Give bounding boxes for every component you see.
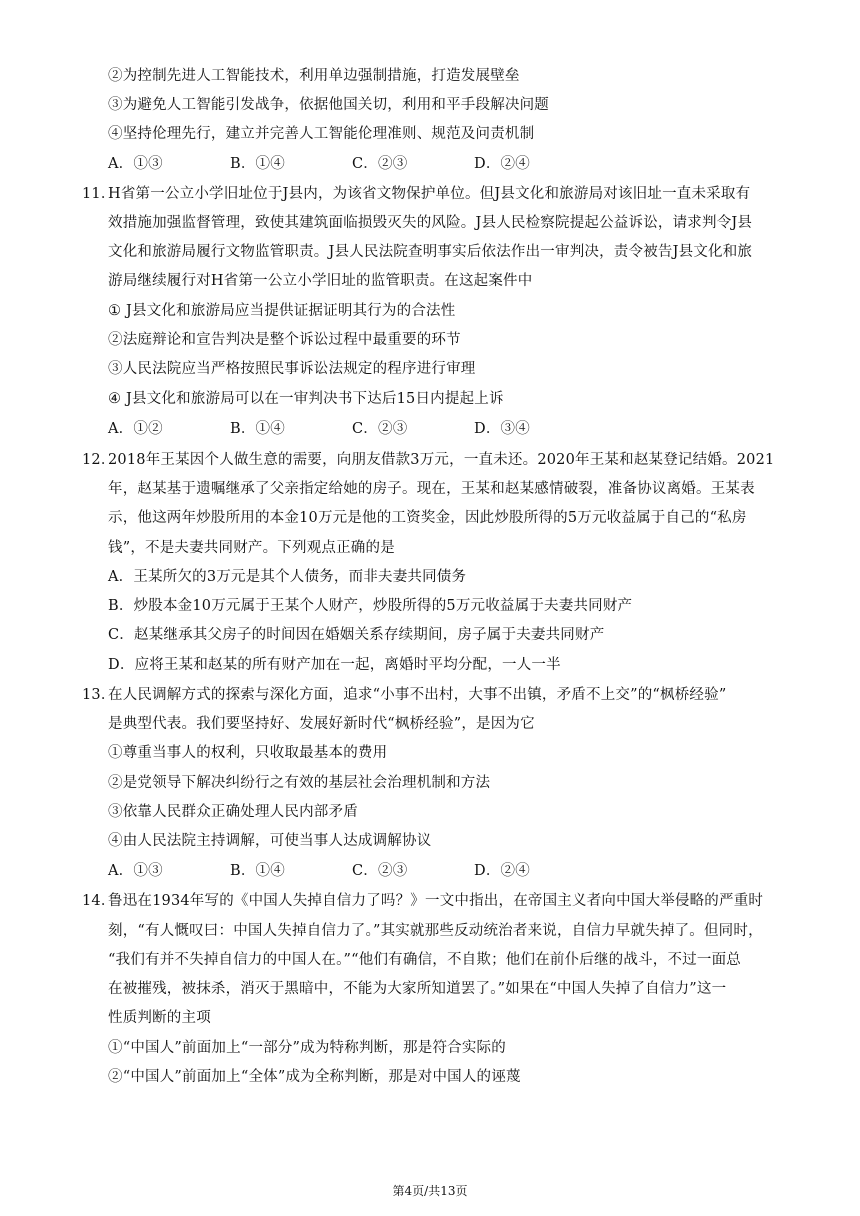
- q11-options: [0, 415, 860, 444]
- q11-stem-line-2: [0, 209, 860, 238]
- q11-option-a: A．①②: [108, 421, 163, 437]
- q11-stem-line-3: [0, 238, 860, 267]
- q11-stem-text-1: H省第一公立小学旧址位于J县内，为该省文物保护单位。但J县文化和旅游局对该旧址一直未采取有: [108, 186, 751, 202]
- q11-item-4-text: ④ J县文化和旅游局可以在一审判决书下达后15日内提起上诉: [108, 391, 504, 407]
- q14-stem-line-3: [0, 946, 860, 975]
- q12-option-d: [0, 651, 860, 680]
- q12-option-c: [0, 621, 860, 650]
- q14-stem-line-4: [0, 975, 860, 1004]
- q14-item-2: [0, 1063, 860, 1092]
- q13-item-3: [0, 798, 860, 827]
- q10-item-2-text: ②为控制先进人工智能技术，利用单边强制措施，打造发展壁垒: [108, 68, 520, 84]
- q12-option-c-text: C．赵某继承其父房子的时间因在婚姻关系存续期间，房子属于夫妻共同财产: [108, 627, 605, 643]
- q12-option-d-text: D．应将王某和赵某的所有财产加在一起，离婚时平均分配，一人一半: [108, 657, 561, 673]
- q12-option-b: [0, 592, 860, 621]
- q11-number: 11．: [82, 186, 116, 202]
- q11-item-3-text: ③人民法院应当严格按照民事诉讼法规定的程序进行审理: [108, 361, 476, 377]
- q11-item-2: [0, 326, 860, 355]
- q11-item-4: [0, 385, 860, 414]
- q10-item-2: [0, 62, 860, 91]
- q13-option-d: D．②④: [474, 863, 530, 879]
- q14-stem-text-1: 鲁迅在1934年写的《中国人失掉自信力了吗？》一文中指出，在帝国主义者向中国大举侵略的严重时: [108, 893, 764, 909]
- q11-option-b: B．①④: [230, 421, 285, 437]
- q13-item-2: [0, 769, 860, 798]
- q14-number: 14．: [82, 893, 116, 909]
- q12-stem-text-1: 2018年王某因个人做生意的需要，向朋友借款3万元，一直未还。2020年王某和赵某登记结婚。2021: [108, 452, 775, 468]
- q11-item-2-text: ②法庭辩论和宣告判决是整个诉讼过程中最重要的环节: [108, 332, 461, 348]
- q14-stem-line-2: [0, 917, 860, 946]
- q13-item-2-text: ②是党领导下解决纠纷行之有效的基层社会治理机制和方法: [108, 775, 491, 791]
- q11-stem-line-4: [0, 267, 860, 296]
- q11-stem-text-2: 效措施加强监督管理，致使其建筑面临损毁灭失的风险。J县人民检察院提起公益诉讼，请求判令J县: [108, 215, 753, 231]
- q12-number: 12．: [82, 452, 116, 468]
- q13-item-3-text: ③依靠人民群众正确处理人民内部矛盾: [108, 804, 358, 820]
- q11-item-1: [0, 297, 860, 326]
- q13-stem-line-1: [0, 681, 860, 710]
- q14-stem-text-2: 刻，“有人慨叹曰：中国人失掉自信力了。”其实就那些反动统治者来说，自信力早就失掉了。但同时，: [108, 923, 763, 939]
- q14-stem-text-3: “我们有并不失掉自信力的中国人在。”“他们有确信，不自欺；他们在前仆后继的战斗，不过一面总: [108, 952, 741, 968]
- q10-item-3: [0, 91, 860, 120]
- q14-stem-line-5: [0, 1004, 860, 1033]
- q14-stem-text-4: 在被摧残，被抹杀，消灭于黑暗中，不能为大家所知道罢了。”如果在“中国人失掉了自信力”这一: [108, 981, 727, 997]
- q12-option-a-text: A．王某所欠的3万元是其个人债务，而非夫妻共同债务: [108, 569, 467, 585]
- q10-item-3-text: ③为避免人工智能引发战争，依据他国关切，利用和平手段解决问题: [108, 97, 549, 113]
- q10-option-d: D．②④: [474, 156, 530, 172]
- page-number-footer: 第4页/共13页: [392, 1184, 468, 1198]
- q11-stem-text-3: 文化和旅游局履行文物监管职责。J县人民法院查明事实后依法作出一审判决，责令被告J县文化和旅: [108, 244, 753, 260]
- q12-stem-text-2: 年，赵某基于遗嘱继承了父亲指定给她的房子。现在，王某和赵某感情破裂，准备协议离婚。王某表: [108, 481, 755, 497]
- q14-stem-line-1: [0, 887, 860, 916]
- q11-stem-line-1: [0, 180, 860, 209]
- q13-item-4: [0, 827, 860, 856]
- q11-stem-text-4: 游局继续履行对H省第一公立小学旧址的监管职责。在这起案件中: [108, 273, 533, 289]
- q14-item-1: [0, 1034, 860, 1063]
- q12-stem-line-1: [0, 446, 860, 475]
- q13-number: 13．: [82, 687, 116, 703]
- q12-stem-line-3: [0, 504, 860, 533]
- q10-option-a: A．①③: [108, 156, 163, 172]
- q13-item-4-text: ④由人民法院主持调解，可使当事人达成调解协议: [108, 833, 432, 849]
- q13-item-1: [0, 739, 860, 768]
- q13-stem-text-2: 是典型代表。我们要坚持好、发展好新时代“枫桥经验”，是因为它: [108, 716, 535, 732]
- q12-option-a: [0, 563, 860, 592]
- q14-item-2-text: ②“中国人”前面加上“全体”成为全称判断，那是对中国人的诬蔑: [108, 1069, 521, 1085]
- q13-option-b: B．①④: [230, 863, 285, 879]
- q12-stem-line-4: [0, 534, 860, 563]
- q13-stem-text-1: 在人民调解方式的探索与深化方面，追求“小事不出村，大事不出镇，矛盾不上交”的“枫桥经验”: [108, 687, 727, 703]
- q13-option-a: A．①③: [108, 863, 163, 879]
- q10-option-c: C．②③: [352, 156, 408, 172]
- q10-option-b: B．①④: [230, 156, 285, 172]
- q11-item-1-text: ① J县文化和旅游局应当提供证据证明其行为的合法性: [108, 303, 456, 319]
- q14-stem-text-5: 性质判断的主项: [108, 1010, 211, 1026]
- q12-stem-text-3: 示，他这两年炒股所用的本金10万元是他的工资奖金，因此炒股所得的5万元收益属于自己的“私房: [108, 510, 747, 526]
- q12-stem-text-4: 钱”，不是夫妻共同财产。下列观点正确的是: [108, 540, 395, 556]
- q10-options: [0, 150, 860, 179]
- q12-option-b-text: B．炒股本金10万元属于王某个人财产，炒股所得的5万元收益属于夫妻共同财产: [108, 598, 633, 614]
- q12-stem-line-2: [0, 475, 860, 504]
- q11-option-c: C．②③: [352, 421, 408, 437]
- q13-item-1-text: ①尊重当事人的权利，只收取最基本的费用: [108, 745, 388, 761]
- q13-option-c: C．②③: [352, 863, 408, 879]
- q14-item-1-text: ①“中国人”前面加上“一部分”成为特称判断，那是符合实际的: [108, 1040, 506, 1056]
- q11-item-3: [0, 355, 860, 384]
- q11-option-d: D．③④: [474, 421, 530, 437]
- q13-options: [0, 857, 860, 886]
- q10-item-4-text: ④坚持伦理先行，建立并完善人工智能伦理准则、规范及问责机制: [108, 126, 535, 142]
- q13-stem-line-2: [0, 710, 860, 739]
- q10-item-4: [0, 120, 860, 149]
